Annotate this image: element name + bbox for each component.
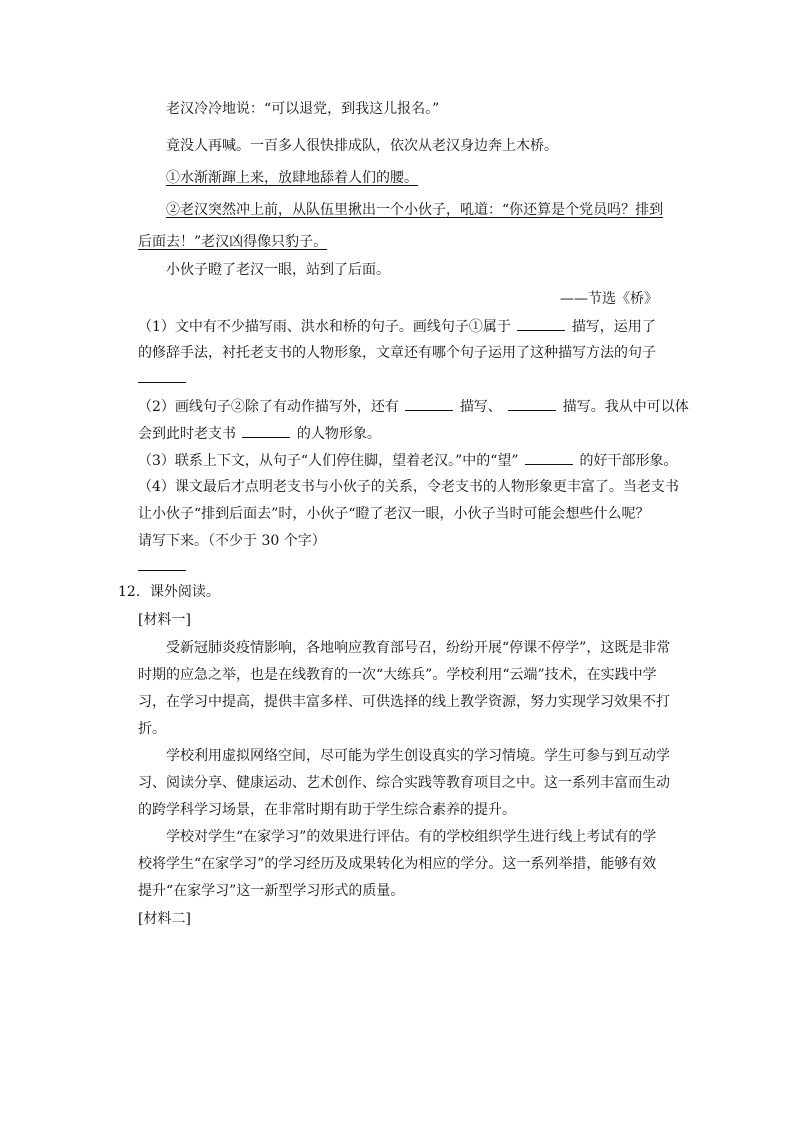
q1-text-pre: （1）文中有不少描写雨、洪水和桥的句子。画线句子①属于	[138, 319, 511, 335]
question-1-line-1	[138, 316, 678, 336]
passage-line-1: 老汉冷冷地说：“可以退党，到我这儿报名。”	[166, 101, 440, 117]
q2-text-post: 描写。我从中可以体	[562, 399, 689, 415]
passage-source: ——节选《桥》	[560, 291, 658, 307]
underlined-sentence-2a: ②老汉突然冲上前，从队伍里揪出一个小伙子，吼道：“你还算是个党员吗？排到	[166, 202, 664, 218]
material-1-p3-line-3: 提升“在家学习”这一新型学习形式的质量。	[138, 883, 405, 899]
q3-text-pre: （3）联系上下文，从句子“人们停住脚，望着老汉。”中的“望”	[138, 453, 519, 469]
question-3	[138, 450, 678, 470]
q2-blank-1[interactable]	[405, 396, 453, 411]
question-4-line-1: （4）课文最后才点明老支书与小伙子的关系，令老支书的人物形象更丰富了。当老支书	[138, 479, 679, 495]
material-1-p1-line-2: 时期的应急之举，也是在线教育的一次“大练兵”。学校利用“云端”技术，在实践中学	[138, 667, 657, 683]
question-2-line-1	[138, 396, 689, 416]
question-2-line-2	[138, 423, 678, 443]
material-1-p2-line-1: 学校利用虚拟网络空间，尽可能为学生创设真实的学习情境。学生可参与到互动学	[166, 748, 670, 764]
material-1-p2-line-3: 的跨学科学习场景，在非常时期有助于学生综合素养的提升。	[138, 802, 516, 818]
material-2-label: [材料二]	[138, 911, 191, 927]
material-1-p2-line-2: 习、阅读分享、健康运动、艺术创作、综合实践等教育项目之中。这一系列丰富而生动	[138, 775, 670, 791]
section-12-heading: 12．课外阅读。	[118, 584, 220, 600]
q4-answer-blank[interactable]	[138, 570, 186, 571]
q1-text-post: 描写，运用了	[571, 319, 656, 335]
material-1-label: [材料一]	[138, 612, 191, 628]
q2-blank-2[interactable]	[508, 396, 556, 411]
q2-blank-3[interactable]	[242, 423, 290, 438]
material-1-p3-line-1: 学校对学生“在家学习”的效果进行评估。有的学校组织学生进行线上考试有的学	[166, 829, 657, 845]
q2-text-pre: （2）画线句子②除了有动作描写外，还有	[138, 399, 399, 415]
q2b-text-pre: 会到此时老支书	[138, 426, 236, 442]
underlined-sentence-1: ①水渐渐蹿上来，放肆地舔着人们的腰。	[166, 170, 418, 186]
q1-blank-1[interactable]	[517, 316, 565, 331]
passage-line-6: 小伙子瞪了老汉一眼，站到了后面。	[166, 262, 390, 278]
question-4-line-3: 请写下来。（不少于 30 个字）	[138, 533, 326, 549]
q2b-text-post: 的人物形象。	[296, 426, 381, 442]
q1-answer-blank[interactable]	[138, 382, 186, 383]
passage-line-2: 竟没人再喊。一百多人很快排成队，依次从老汉身边奔上木桥。	[166, 138, 558, 154]
material-1-p1-line-1: 受新冠肺炎疫情影响，各地响应教育部号召，纷纷开展“停课不停学”，这既是非常	[166, 640, 671, 656]
material-1-p1-line-4: 折。	[138, 721, 166, 737]
q3-blank[interactable]	[525, 450, 573, 465]
question-4-line-2: 让小伙子“排到后面去”时，小伙子“瞪了老汉一眼，小伙子当时可能会想些什么呢？	[138, 506, 650, 522]
q2-text-mid: 描写、	[459, 399, 502, 415]
material-1-p3-line-2: 校将学生“在家学习”的学习经历及成果转化为相应的学分。这一系列举措，能够有效	[138, 856, 657, 872]
material-1-p1-line-3: 习，在学习中提高，提供丰富多样、可供选择的线上教学资源，努力实现学习效果不打	[138, 694, 670, 710]
underlined-sentence-2b: 后面去！”老汉凶得像只豹子。	[138, 234, 328, 250]
q3-text-post: 的好干部形象。	[579, 453, 678, 469]
question-1-line-2: 的修辞手法，衬托老支书的人物形象，文章还有哪个句子运用了这种描写方法的句子	[138, 345, 656, 361]
